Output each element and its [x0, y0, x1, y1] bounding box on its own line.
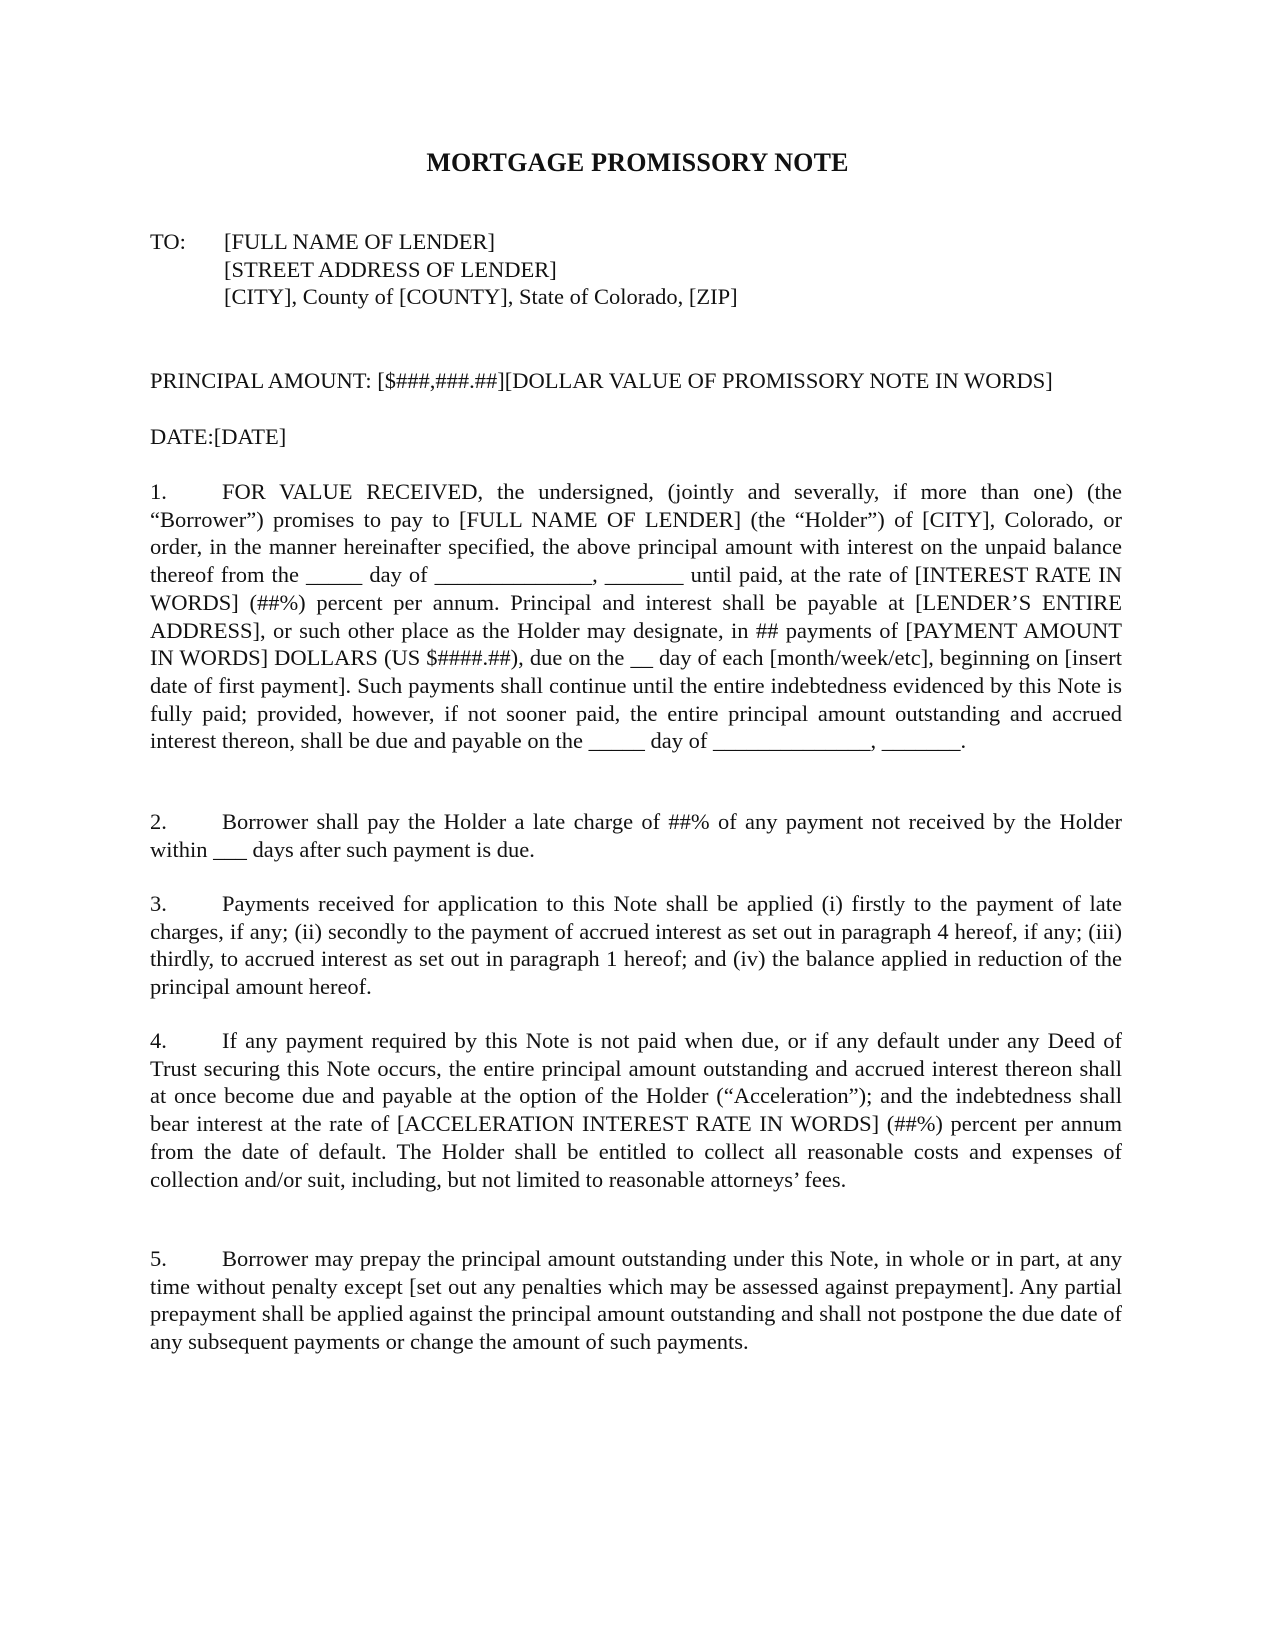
paragraph-number: 4.: [150, 1028, 167, 1053]
document-title: MORTGAGE PROMISSORY NOTE: [426, 148, 849, 177]
paragraph-5: [150, 1245, 1122, 1356]
addressee-label: TO:: [150, 229, 186, 254]
paragraph-text: If any payment required by this Note is not paid when due, or if any default under any Deed of Trust securing this Note occurs, the entire principal amount outstanding and accrued interest thereon shall at once become due and payable at the option of the Holder (“Acceleration”); and the indebtedness shall bear interest at the rate of [ACCELERATION INTEREST RATE IN WORDS] (##%) percent per annum from the date of default. The Holder shall be entitled to collect all reasonable costs and expenses of collection and/or suit, including, but not limited to reasonable attorneys’ fees.: [150, 1028, 1122, 1192]
paragraph-1: [150, 478, 1122, 755]
paragraph-text: Payments received for application to this Note shall be applied (i) firstly to the payment of late charges, if any; (ii) secondly to the payment of accrued interest as set out in paragraph 4 hereof, if any; (iii) thirdly, to accrued interest as set out in paragraph 1 hereof; and (iv) the balance applied in reduction of the principal amount hereof.: [150, 891, 1122, 1000]
paragraph-number: 1.: [150, 479, 167, 504]
paragraph-text: FOR VALUE RECEIVED, the undersigned, (jointly and severally, if more than one) (the “Borrower”) promises to pay to [FULL NAME OF LENDER] (the “Holder”) of [CITY], Colorado, or order, in the manner hereinafter specified, the above principal amount with interest on the unpaid balance thereof from the _____ day of ______________, _______ until paid, at the rate of [INTEREST RATE IN WORDS] (##%) percent per annum. Principal and interest shall be payable at [LENDER’S ENTIRE ADDRESS], or such other place as the Holder may designate, in ## payments of [PAYMENT AMOUNT IN WORDS] DOLLARS (US $####.##), due on the __ day of each [month/week/etc], beginning on [insert date of first payment]. Such payments shall continue until the entire indebtedness evidenced by this Note is fully paid; provided, however, if not sooner paid, the entire principal amount outstanding and accrued interest thereon, shall be due and payable on the _____ day of ______________, _______.: [150, 479, 1122, 754]
paragraph-number: 5.: [150, 1246, 167, 1271]
lender-city-line: [CITY], County of [COUNTY], State of Colorado, [ZIP]: [224, 284, 738, 309]
date-line: DATE:[DATE]: [150, 424, 287, 449]
paragraph-text: Borrower shall pay the Holder a late charge of ##% of any payment not received by the Holder within ___ days after such payment is due.: [150, 809, 1122, 862]
paragraph-number: 2.: [150, 809, 167, 834]
paragraph-3: [150, 890, 1122, 1001]
paragraph-4: [150, 1027, 1122, 1193]
paragraph-number: 3.: [150, 891, 167, 916]
paragraph-2: [150, 808, 1122, 863]
principal-amount-line: PRINCIPAL AMOUNT: [$###,###.##][DOLLAR VALUE OF PROMISSORY NOTE IN WORDS]: [150, 368, 1053, 393]
lender-street-line: [STREET ADDRESS OF LENDER]: [224, 256, 557, 282]
addressee-lines: [224, 228, 738, 311]
paragraph-text: Borrower may prepay the principal amount outstanding under this Note, in whole or in part, at any time without penalty except [set out any penalties which may be assessed against prepayment]. Any partial prepayment shall be applied against the principal amount outstanding and shall not postpone the due date of any subsequent payments or change the amount of such payments.: [150, 1246, 1122, 1355]
lender-name-line: [FULL NAME OF LENDER]: [224, 229, 496, 254]
